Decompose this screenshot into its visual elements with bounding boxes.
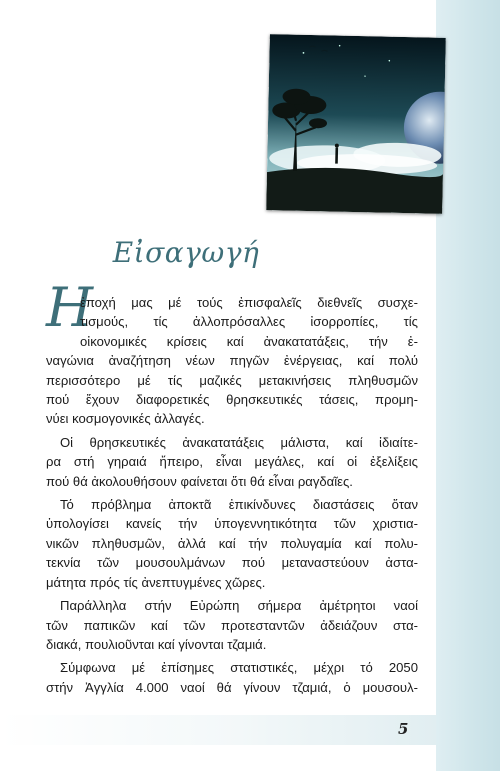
- text-line: πού θά ἀκολουθήσουν φαίνεται ὅτι θά εἶναι ραγδαῖες.: [46, 473, 353, 489]
- text-line: Οἱ θρησκευτικές ἀνακατατάξεις μάλιστα, καί ἰδιαίτε-: [60, 434, 418, 450]
- text-line: ἐποχή μας μέ τούς ἐπισφαλεῖς διεθνεῖς συσχε-: [80, 295, 418, 310]
- text-line: Παράλληλα στήν Εὐρώπη σήμερα ἀμέτρητοι ναοί: [60, 598, 418, 614]
- text-line: τεκνία τῶν μουσουλμάνων πού μεταναστεύουν ἀστα-: [46, 555, 418, 571]
- paragraph-4: [46, 596, 418, 654]
- drop-cap-letter: Η: [46, 276, 94, 339]
- text-line: διακά, πουλιοῦνται καί γίνονται τζαμιά.: [46, 636, 267, 652]
- text-line: Τό πρόβλημα ἀποκτᾶ ἐπικίνδυνες διαστάσεις ὅταν: [60, 497, 418, 513]
- night-landscape-picture: [266, 34, 446, 214]
- body-text: [46, 293, 418, 697]
- footer-band: [0, 715, 436, 745]
- illustration-image: [266, 34, 446, 214]
- text-line: μάτητα πρός τίς ἀνεπτυγμένες χῶρες.: [46, 574, 266, 590]
- paragraph-3: [46, 495, 418, 592]
- text-line: ὑπολογίσει κανείς τήν ὑπογεννητικότητα τῶν χριστια-: [46, 516, 418, 532]
- text-line: στήν Ἀγγλία 4.000 ναοί θά γίνουν τζαμιά, ὁ μουσουλ-: [46, 679, 418, 695]
- paragraph-2: [46, 433, 418, 491]
- text-line: Σύμφωνα μέ ἐπίσημες στατιστικές, μέχρι τό 2050: [60, 660, 418, 676]
- chapter-heading: Εἰσαγωγή: [112, 236, 260, 269]
- text-line: ναγώνια ἀναζήτηση νέων πηγῶν ἐνέργειας, καί πολύ: [46, 353, 418, 369]
- text-line: πού ἔχουν διαφορετικές θρησκευτικές τάσεις, προμη-: [46, 392, 418, 408]
- text-line: ρα στή γηραιά ἤπειρο, εἶναι μεγάλες, καί οἱ ἐξελίξεις: [46, 454, 418, 470]
- text-line: νύει κοσμογονικές ἀλλαγές.: [46, 411, 205, 427]
- text-line: τῶν παπικῶν καί τῶν προτεσταντῶν ἀδειάζουν στα-: [46, 617, 418, 633]
- text-line: τισμούς, τίς ἀλλοπρόσαλλες ἰσορροπίες, τίς: [80, 314, 418, 330]
- paragraph-1: [46, 293, 418, 429]
- text-line: περισσότερο μέ τίς μαζικές μετακινήσεις πληθυσμῶν: [46, 372, 418, 388]
- text-line: οἰκονομικές κρίσεις καί ἀνακατατάξεις, τήν ἐ-: [80, 333, 418, 349]
- side-color-strip: [436, 0, 500, 771]
- paragraph-5: [46, 658, 418, 697]
- text-line: νικῶν πληθυσμῶν, ἀλλά καί τήν πολυγαμία καί πολυ-: [46, 535, 418, 551]
- page-number: 5: [398, 720, 409, 738]
